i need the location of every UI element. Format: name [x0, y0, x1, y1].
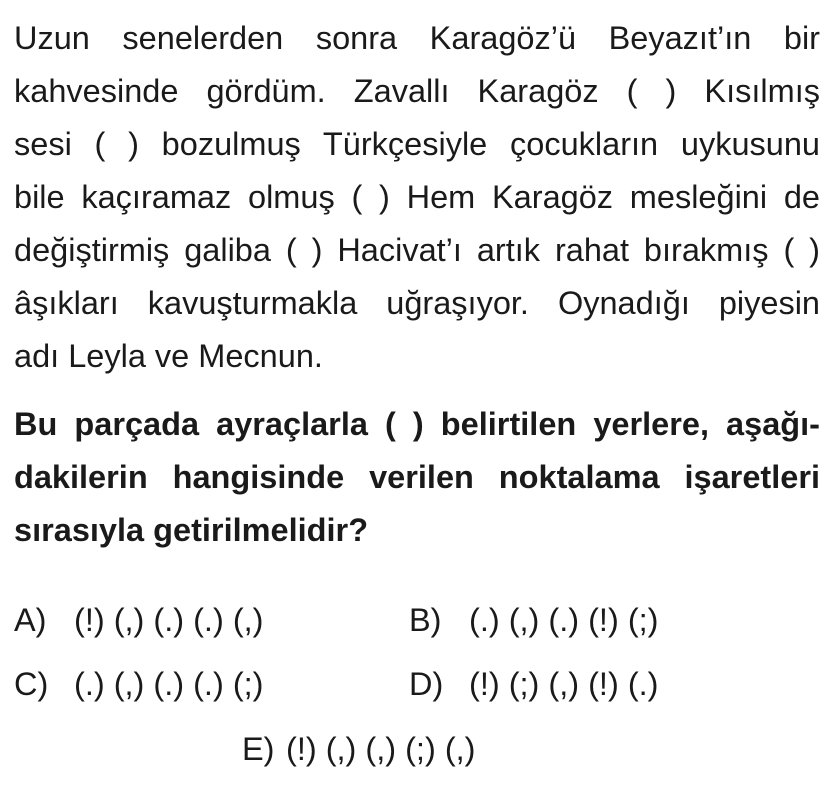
passage-text — [14, 12, 820, 383]
option-text: (!) (,) (.) (.) (,) — [74, 602, 264, 638]
passage-line: Uzun senelerden sonra Karagöz’ü Beyazıt’ın bir — [14, 20, 820, 56]
option-letter: E) — [242, 731, 275, 767]
option-letter: A) — [14, 602, 47, 638]
answer-option-a[interactable] — [14, 600, 264, 640]
passage-line: âşıkları kavuşturmakla uğraşıyor. Oynadığı piyesin — [14, 285, 820, 321]
passage-line: değiştirmiş galiba ( ) Hacivat’ı artık rahat bırakmış ( ) — [14, 232, 820, 268]
passage-line: bile kaçıramaz olmuş ( ) Hem Karagöz mesleğini de — [14, 179, 820, 215]
passage-line: sesi ( ) bozulmuş Türkçesiyle çocukların uykusunu — [14, 126, 820, 162]
option-letter: B) — [409, 602, 442, 638]
answer-option-b[interactable] — [409, 600, 659, 640]
passage-line: kahvesinde gördüm. Zavallı Karagöz ( ) Kısılmış — [14, 73, 820, 109]
answer-option-c[interactable] — [14, 664, 264, 704]
option-text: (!) (;) (,) (!) (.) — [469, 666, 659, 702]
option-text: (!) (,) (,) (;) (,) — [286, 731, 476, 767]
option-text: (.) (,) (.) (.) (;) — [74, 666, 264, 702]
question-line: dakilerin hangisinde verilen noktalama işaretleri — [14, 459, 820, 495]
question-line: sırasıyla getirilmelidir? — [14, 512, 369, 548]
answer-option-e[interactable] — [242, 729, 476, 769]
question-stem — [14, 398, 820, 557]
passage-line: adı Leyla ve Mecnun. — [14, 338, 323, 374]
option-letter: D) — [409, 666, 444, 702]
question-line: Bu parçada ayraçlarla ( ) belirtilen yerlere, aşağı- — [14, 406, 820, 442]
option-text: (.) (,) (.) (!) (;) — [469, 602, 659, 638]
option-letter: C) — [14, 666, 49, 702]
answer-option-d[interactable] — [409, 664, 659, 704]
